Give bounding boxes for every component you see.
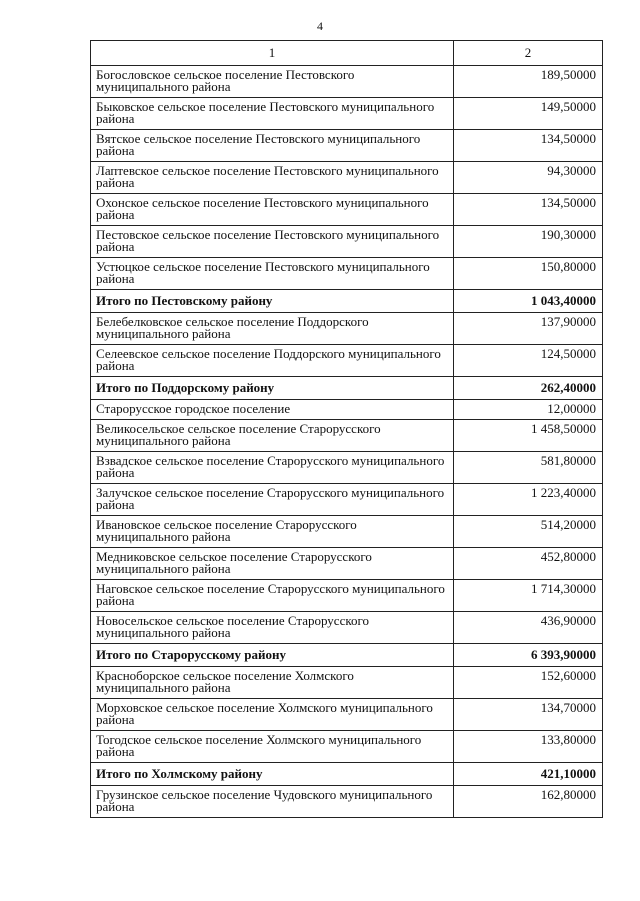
settlement-value: 150,80000 [454,258,603,290]
settlement-value: 134,70000 [454,699,603,731]
settlement-name: Взвадское сельское поселение Старорусского муниципального района [91,452,454,484]
table-row [91,484,603,516]
table-row [91,194,603,226]
settlement-name: Залучское сельское поселение Старорусского муниципального района [91,484,454,516]
table-row [91,731,603,763]
table-row [91,226,603,258]
settlement-value: 162,80000 [454,786,603,818]
settlement-value: 94,30000 [454,162,603,194]
settlement-name: Селеевское сельское поселение Поддорского муниципального района [91,345,454,377]
settlement-name: Быковское сельское поселение Пестовского муниципального района [91,98,454,130]
settlement-value: 124,50000 [454,345,603,377]
settlement-value: 133,80000 [454,731,603,763]
district-total-label: Итого по Старорусскому району [91,644,454,667]
settlement-value: 134,50000 [454,130,603,162]
settlement-name: Морховское сельское поселение Холмского муниципального района [91,699,454,731]
settlement-name: Вятское сельское поселение Пестовского муниципального района [91,130,454,162]
settlement-value: 137,90000 [454,313,603,345]
table-row [91,786,603,818]
table-row [91,452,603,484]
district-total-value: 421,10000 [454,763,603,786]
settlement-name: Медниковское сельское поселение Старорусского муниципального района [91,548,454,580]
settlement-value: 189,50000 [454,66,603,98]
table-row [91,667,603,699]
settlement-name: Старорусское городское поселение [91,400,454,420]
table-row [91,400,603,420]
settlement-name: Красноборское сельское поселение Холмского муниципального района [91,667,454,699]
settlement-name: Ивановское сельское поселение Старорусского муниципального района [91,516,454,548]
settlement-name: Великосельское сельское поселение Старорусского муниципального района [91,420,454,452]
table-row [91,548,603,580]
allocation-table [90,40,603,818]
settlement-name: Наговское сельское поселение Старорусского муниципального района [91,580,454,612]
column-header-1: 1 [91,41,454,66]
district-total-row [91,763,603,786]
district-total-label: Итого по Поддорскому району [91,377,454,400]
settlement-value: 12,00000 [454,400,603,420]
page-number: 4 [317,19,323,33]
settlement-name: Белебелковское сельское поселение Поддорского муниципального района [91,313,454,345]
settlement-name: Тогодское сельское поселение Холмского муниципального района [91,731,454,763]
table-row [91,98,603,130]
table-row [91,345,603,377]
settlement-name: Пестовское сельское поселение Пестовского муниципального района [91,226,454,258]
settlement-value: 436,90000 [454,612,603,644]
table-row [91,516,603,548]
table-header-row [91,41,603,66]
settlement-value: 149,50000 [454,98,603,130]
table-row [91,612,603,644]
settlement-value: 514,20000 [454,516,603,548]
settlement-value: 152,60000 [454,667,603,699]
settlement-value: 1 223,40000 [454,484,603,516]
district-total-row [91,644,603,667]
settlement-value: 581,80000 [454,452,603,484]
district-total-value: 6 393,90000 [454,644,603,667]
district-total-value: 1 043,40000 [454,290,603,313]
settlement-name: Новосельское сельское поселение Старорусского муниципального района [91,612,454,644]
table-row [91,699,603,731]
district-total-label: Итого по Холмскому району [91,763,454,786]
table-row [91,258,603,290]
settlement-name: Лаптевское сельское поселение Пестовского муниципального района [91,162,454,194]
column-header-2: 2 [454,41,603,66]
district-total-row [91,290,603,313]
settlement-value: 1 714,30000 [454,580,603,612]
table-row [91,580,603,612]
settlement-name: Устюцкое сельское поселение Пестовского муниципального района [91,258,454,290]
settlement-name: Грузинское сельское поселение Чудовского муниципального района [91,786,454,818]
district-total-row [91,377,603,400]
settlement-name: Охонское сельское поселение Пестовского муниципального района [91,194,454,226]
table-row [91,130,603,162]
table-row [91,66,603,98]
table-row [91,420,603,452]
settlement-value: 452,80000 [454,548,603,580]
settlement-value: 134,50000 [454,194,603,226]
table-row [91,162,603,194]
settlement-name: Богословское сельское поселение Пестовского муниципального района [91,66,454,98]
table-row [91,313,603,345]
settlement-value: 1 458,50000 [454,420,603,452]
district-total-label: Итого по Пестовскому району [91,290,454,313]
settlement-value: 190,30000 [454,226,603,258]
district-total-value: 262,40000 [454,377,603,400]
